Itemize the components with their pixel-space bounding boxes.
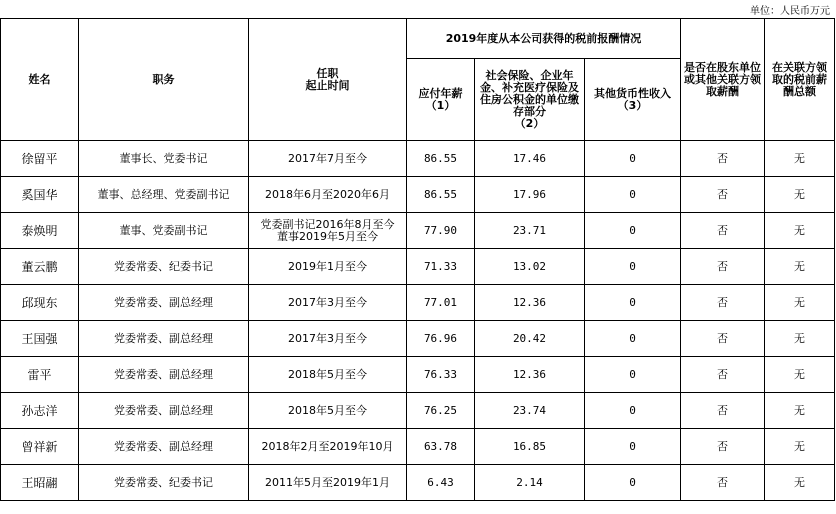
cell-social: 12.36 (475, 357, 585, 393)
cell-other: 0 (585, 213, 681, 249)
table-row (1, 213, 835, 249)
cell-social: 23.74 (475, 393, 585, 429)
header-related: 是否在股东单位或其他关联方领取薪酬 (681, 19, 765, 141)
cell-position: 党委常委、纪委书记 (79, 249, 249, 285)
cell-other: 0 (585, 177, 681, 213)
cell-salary: 86.55 (407, 141, 475, 177)
cell-social: 17.96 (475, 177, 585, 213)
cell-position: 董事长、党委书记 (79, 141, 249, 177)
cell-other: 0 (585, 465, 681, 501)
cell-other: 0 (585, 285, 681, 321)
cell-related: 否 (681, 393, 765, 429)
cell-position: 党委常委、副总经理 (79, 429, 249, 465)
cell-name: 邱现东 (1, 285, 79, 321)
cell-salary: 76.96 (407, 321, 475, 357)
cell-social: 17.46 (475, 141, 585, 177)
cell-related-total: 无 (765, 177, 835, 213)
cell-related: 否 (681, 141, 765, 177)
cell-salary: 76.25 (407, 393, 475, 429)
cell-salary: 76.33 (407, 357, 475, 393)
cell-salary: 6.43 (407, 465, 475, 501)
cell-position: 党委常委、纪委书记 (79, 465, 249, 501)
cell-other: 0 (585, 321, 681, 357)
cell-position: 董事、总经理、党委副书记 (79, 177, 249, 213)
cell-related-total: 无 (765, 465, 835, 501)
header-other: 其他货币性收入 （3） (585, 59, 681, 141)
table-body (1, 141, 835, 501)
header-row-top (1, 19, 835, 59)
cell-related: 否 (681, 249, 765, 285)
cell-tenure: 2018年5月至今 (249, 393, 407, 429)
cell-tenure: 2019年1月至今 (249, 249, 407, 285)
cell-related: 否 (681, 465, 765, 501)
cell-name: 泰焕明 (1, 213, 79, 249)
header-social: 社会保险、企业年金、补充医疗保险及住房公积金的单位缴存部分 （2） (475, 59, 585, 141)
cell-other: 0 (585, 141, 681, 177)
cell-salary: 77.01 (407, 285, 475, 321)
cell-tenure: 2017年7月至今 (249, 141, 407, 177)
cell-name: 孙志洋 (1, 393, 79, 429)
cell-position: 党委常委、副总经理 (79, 285, 249, 321)
header-salary: 应付年薪 （1） (407, 59, 475, 141)
cell-name: 董云鹏 (1, 249, 79, 285)
cell-other: 0 (585, 357, 681, 393)
table-row (1, 141, 835, 177)
cell-tenure: 党委副书记2016年8月至今 董事2019年5月至今 (249, 213, 407, 249)
cell-position: 董事、党委副书记 (79, 213, 249, 249)
cell-related: 否 (681, 213, 765, 249)
cell-salary: 71.33 (407, 249, 475, 285)
header-tenure: 任职 起止时间 (249, 19, 407, 141)
cell-related-total: 无 (765, 357, 835, 393)
cell-social: 13.02 (475, 249, 585, 285)
cell-tenure: 2017年3月至今 (249, 285, 407, 321)
cell-related: 否 (681, 177, 765, 213)
table-row (1, 249, 835, 285)
cell-social: 23.71 (475, 213, 585, 249)
unit-note: 单位：人民币万元 (750, 6, 830, 17)
cell-related: 否 (681, 321, 765, 357)
table-row (1, 177, 835, 213)
cell-name: 奚国华 (1, 177, 79, 213)
cell-related-total: 无 (765, 429, 835, 465)
cell-name: 徐留平 (1, 141, 79, 177)
cell-social: 2.14 (475, 465, 585, 501)
cell-tenure: 2011年5月至2019年1月 (249, 465, 407, 501)
cell-salary: 63.78 (407, 429, 475, 465)
cell-tenure: 2018年6月至2020年6月 (249, 177, 407, 213)
table-row (1, 465, 835, 501)
cell-name: 王昭翮 (1, 465, 79, 501)
header-position: 职务 (79, 19, 249, 141)
compensation-table (0, 18, 835, 501)
cell-social: 12.36 (475, 285, 585, 321)
cell-other: 0 (585, 249, 681, 285)
table-row (1, 393, 835, 429)
cell-name: 曾祥新 (1, 429, 79, 465)
cell-related: 否 (681, 285, 765, 321)
table-row (1, 429, 835, 465)
cell-position: 党委常委、副总经理 (79, 357, 249, 393)
cell-tenure: 2017年3月至今 (249, 321, 407, 357)
cell-related-total: 无 (765, 393, 835, 429)
cell-position: 党委常委、副总经理 (79, 321, 249, 357)
table-row (1, 285, 835, 321)
cell-related-total: 无 (765, 213, 835, 249)
cell-related: 否 (681, 429, 765, 465)
cell-related: 否 (681, 357, 765, 393)
cell-salary: 77.90 (407, 213, 475, 249)
cell-related-total: 无 (765, 249, 835, 285)
cell-related-total: 无 (765, 321, 835, 357)
cell-related-total: 无 (765, 285, 835, 321)
header-name: 姓名 (1, 19, 79, 141)
cell-salary: 86.55 (407, 177, 475, 213)
header-related-total: 在关联方领取的税前薪酬总额 (765, 19, 835, 141)
cell-name: 雷平 (1, 357, 79, 393)
cell-other: 0 (585, 393, 681, 429)
cell-social: 16.85 (475, 429, 585, 465)
cell-tenure: 2018年5月至今 (249, 357, 407, 393)
cell-related-total: 无 (765, 141, 835, 177)
table-row (1, 321, 835, 357)
table-row (1, 357, 835, 393)
header-group: 2019年度从本公司获得的税前报酬情况 (407, 19, 681, 59)
cell-tenure: 2018年2月至2019年10月 (249, 429, 407, 465)
cell-other: 0 (585, 429, 681, 465)
cell-position: 党委常委、副总经理 (79, 393, 249, 429)
cell-name: 王国强 (1, 321, 79, 357)
cell-social: 20.42 (475, 321, 585, 357)
